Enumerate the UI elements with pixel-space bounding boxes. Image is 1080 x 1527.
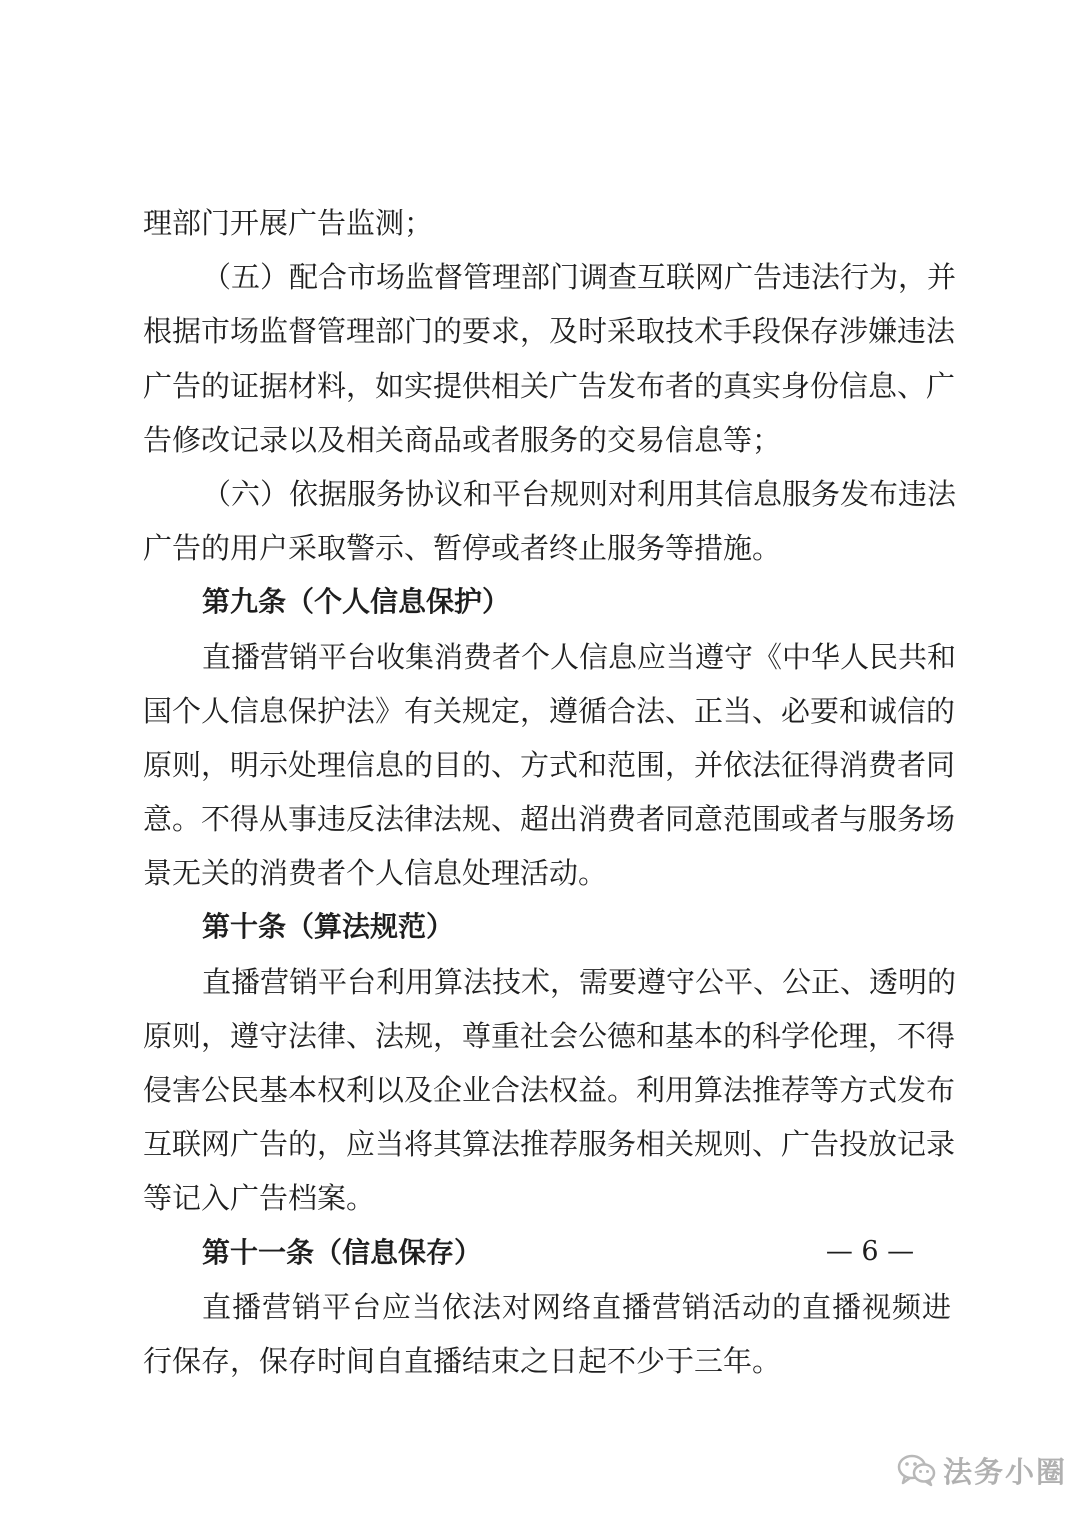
text-line: 告修改记录以及相关商品或者服务的交易信息等； <box>143 422 782 457</box>
document-body <box>143 196 957 1388</box>
text-line: 国个人信息保护法》有关规定，遵循合法、正当、必要和诚信的 <box>143 693 956 728</box>
text-line: 景无关的消费者个人信息处理活动。 <box>143 856 608 891</box>
watermark-text: 法务小圈 <box>943 1454 1068 1489</box>
section-heading: 第九条（个人信息保护） <box>202 585 511 619</box>
text-line: 行保存，保存时间自直播结束之日起不少于三年。 <box>143 1343 782 1378</box>
text-line: 等记入广告档案。 <box>143 1181 376 1216</box>
text-line: 理部门开展广告监测； <box>143 206 434 240</box>
account-watermark <box>897 1448 1067 1492</box>
text-line: 原则，明示处理信息的目的、方式和范围，并依法征得消费者同 <box>143 747 956 782</box>
page-number: — 6 — <box>825 1236 915 1267</box>
text-line: （六）依据服务协议和平台规则对利用其信息服务发布违法 <box>202 476 957 511</box>
text-line: 广告的用户采取警示、暂停或者终止服务等措施。 <box>143 531 782 566</box>
text-line: 意。不得从事违反法律法规、超出消费者同意范围或者与服务场 <box>143 802 956 837</box>
text-line: 侵害公民基本权利以及企业合法权益。利用算法推荐等方式发布 <box>143 1073 956 1107</box>
text-line: 直播营销平台收集消费者个人信息应当遵守《中华人民共和 <box>202 639 957 674</box>
section-heading: 第十一条（信息保存） <box>202 1235 483 1269</box>
section-heading: 第十条（算法规范） <box>202 910 455 944</box>
text-line: 原则，遵守法律、法规，尊重社会公德和基本的科学伦理，不得 <box>143 1018 956 1053</box>
text-line: 直播营销平台应当依法对网络直播营销活动的直播视频进 <box>202 1289 951 1324</box>
wechat-chat-icon <box>897 1453 937 1487</box>
text-line: 互联网广告的，应当将其算法推荐服务相关规则、广告投放记录 <box>143 1127 956 1162</box>
text-line: 直播营销平台利用算法技术，需要遵守公平、公正、透明的 <box>202 964 957 999</box>
text-line: （五）配合市场监督管理部门调查互联网广告违法行为，并 <box>202 260 957 295</box>
text-line: 根据市场监督管理部门的要求，及时采取技术手段保存涉嫌违法 <box>143 314 956 349</box>
text-line: 广告的证据材料，如实提供相关广告发布者的真实身份信息、广 <box>143 368 956 403</box>
